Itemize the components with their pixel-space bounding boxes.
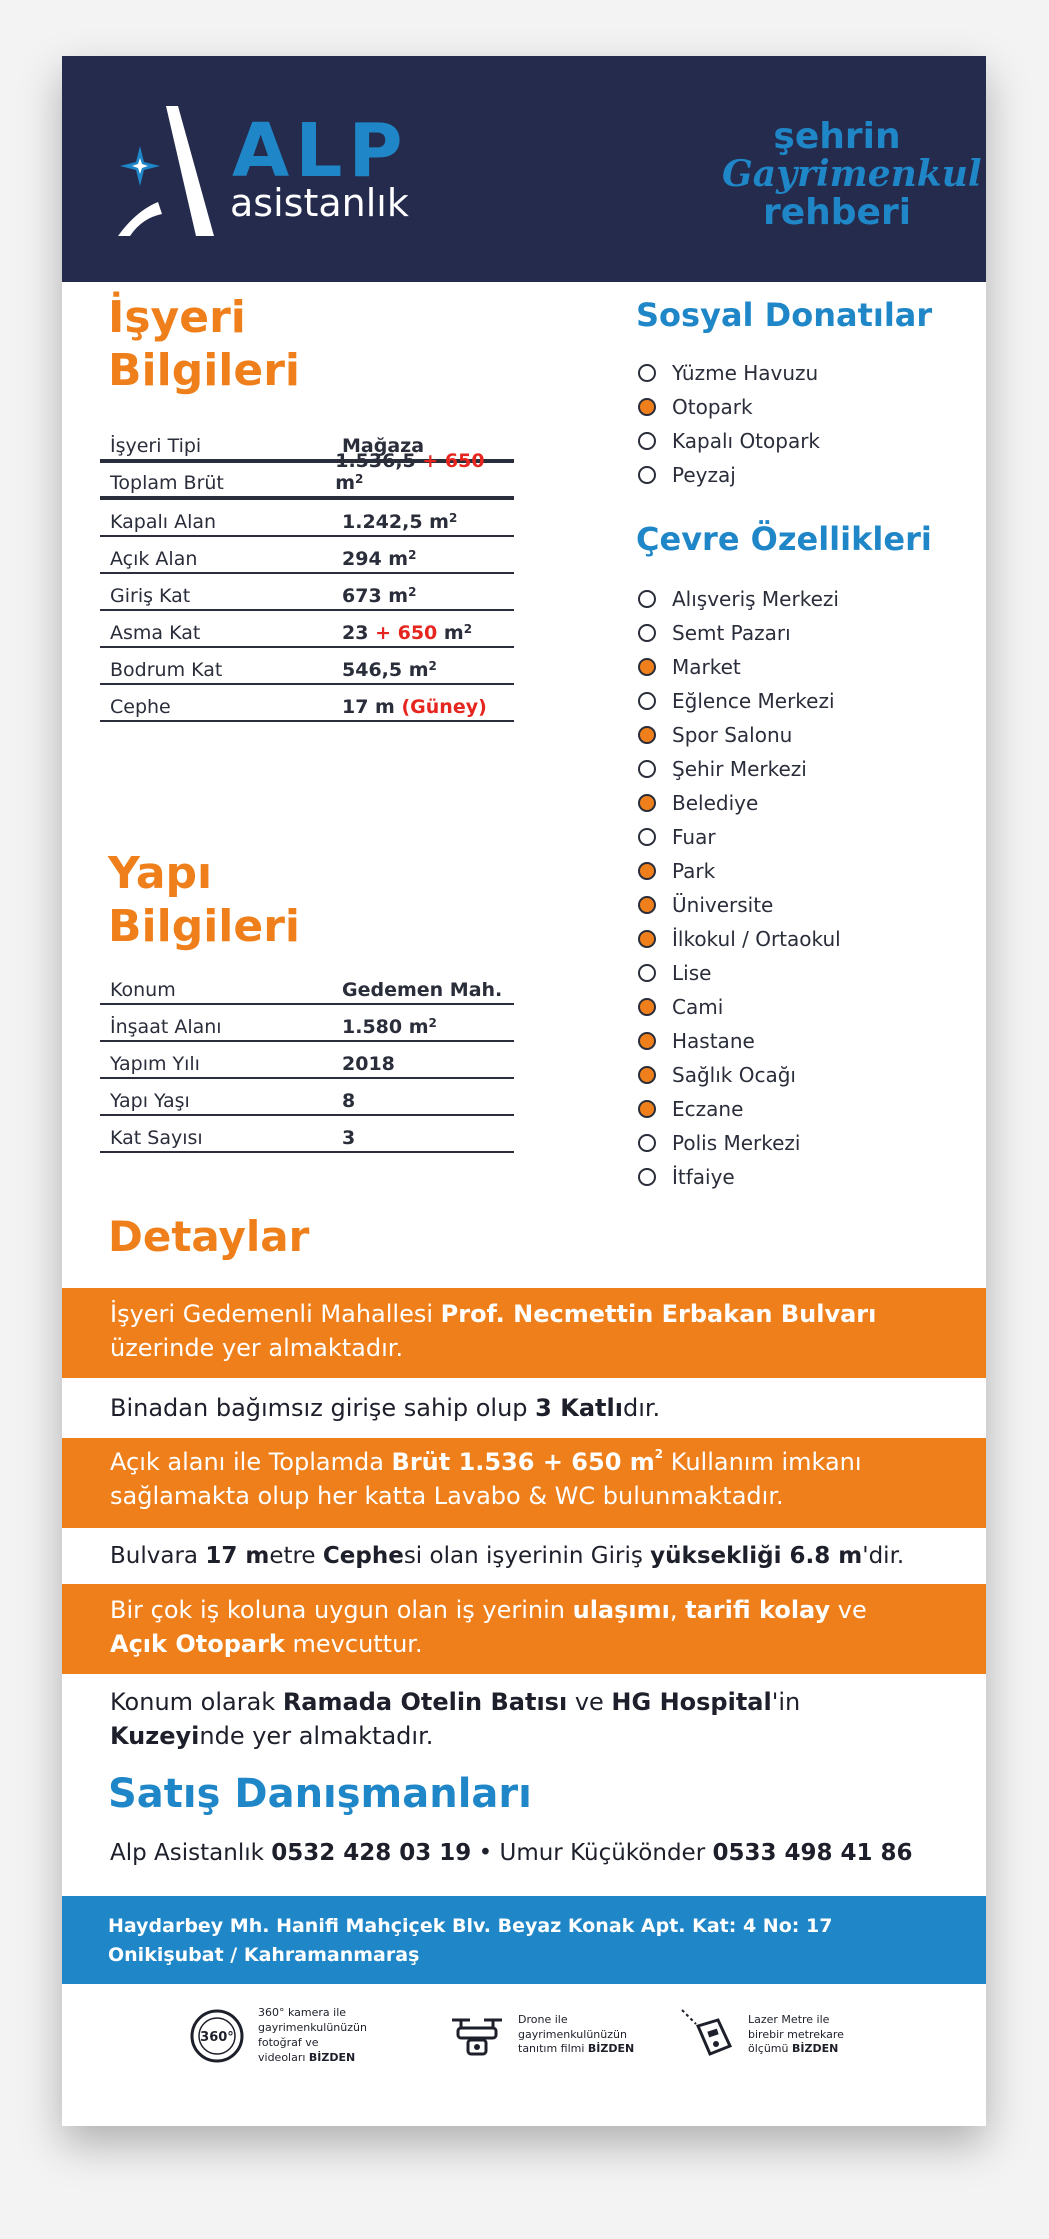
- laser-meter-icon: [678, 2006, 736, 2064]
- radio-circle-icon: [638, 692, 656, 710]
- cevre-item: [638, 1126, 841, 1160]
- camera-360-icon: [188, 2007, 246, 2065]
- yapi-key: Konum: [110, 979, 176, 1001]
- brand-subtitle: asistanlık: [230, 181, 409, 225]
- slogan-line3: rehberi: [762, 191, 912, 233]
- radio-circle-icon: [638, 1168, 656, 1186]
- contact-line: [110, 1840, 913, 1866]
- feature-360: [188, 2006, 388, 2065]
- yapi-row: [100, 968, 514, 1005]
- yapi-row: [100, 1079, 514, 1116]
- feature-laser-text: Lazer Metre ile birebir metrekare ölçümü BİZDEN: [748, 2012, 844, 2056]
- cevre-item-label: Park: [672, 859, 716, 883]
- isyeri-key: Bodrum Kat: [110, 659, 223, 681]
- isyeri-value: Mağaza: [342, 435, 425, 457]
- isyeri-value: 23 + 650 $m^2$: [342, 622, 473, 644]
- isyeri-key: Asma Kat: [110, 622, 201, 644]
- cevre-item-label: Market: [672, 655, 741, 679]
- yapi-table: [100, 968, 514, 1153]
- cevre-item: [638, 786, 841, 820]
- cevre-item-label: Semt Pazarı: [672, 621, 791, 645]
- radio-circle-icon: [638, 466, 656, 484]
- detaylar-title: Detaylar: [108, 1212, 310, 1261]
- feature-laser: [678, 2006, 878, 2064]
- cevre-item: [638, 684, 841, 718]
- radio-circle-icon: [638, 1100, 656, 1118]
- advisor-name: Alp Asistanlık: [110, 1840, 272, 1866]
- radio-circle-icon: [638, 590, 656, 608]
- isyeri-value: 673 $m^2$: [342, 585, 417, 607]
- sosyal-item: [638, 356, 820, 390]
- yapi-value: 1.580 $m^2$: [342, 1016, 437, 1038]
- cevre-item: [638, 1092, 841, 1126]
- cevre-item: [638, 582, 841, 616]
- isyeri-key: Kapalı Alan: [110, 511, 217, 533]
- cevre-item: [638, 752, 841, 786]
- cevre-list: [638, 582, 841, 1194]
- isyeri-row-kapali-alan: [100, 500, 514, 537]
- isyeri-key: Cephe: [110, 696, 171, 718]
- radio-circle-icon: [638, 1134, 656, 1152]
- phone-link[interactable]: 0532 428 03 19: [271, 1840, 472, 1866]
- isyeri-key: Giriş Kat: [110, 585, 191, 607]
- sosyal-title: Sosyal Donatılar: [636, 296, 933, 334]
- cevre-item-label: İlkokul / Ortaokul: [672, 927, 841, 951]
- alp-logo-icon: [106, 106, 214, 236]
- feature-drone-text: Drone ile gayrimenkulünüzün tanıtım filmi BİZDEN: [518, 2012, 635, 2056]
- radio-circle-icon: [638, 828, 656, 846]
- cevre-item-label: Polis Merkezi: [672, 1131, 801, 1155]
- radio-circle-icon: [638, 964, 656, 982]
- cevre-item-label: Fuar: [672, 825, 716, 849]
- yapi-key: İnşaat Alanı: [110, 1016, 222, 1038]
- yapi-value: 8: [342, 1090, 356, 1112]
- cevre-item-label: Şehir Merkezi: [672, 757, 807, 781]
- sosyal-item-label: Yüzme Havuzu: [672, 361, 819, 385]
- drone-icon: [448, 2006, 506, 2064]
- cevre-item-label: Spor Salonu: [672, 723, 793, 747]
- radio-circle-icon: [638, 398, 656, 416]
- yapi-key: Yapı Yaşı: [110, 1090, 190, 1112]
- cevre-item: [638, 820, 841, 854]
- brand-name: ALP: [232, 108, 409, 194]
- isyeri-row-giris-kat: [100, 574, 514, 611]
- slogan-line2: Gayrimenkul: [722, 152, 982, 195]
- address-line1: Haydarbey Mh. Hanifi Mahçiçek Blv. Beyaz Konak Apt. Kat: 4 No: 17: [108, 1915, 833, 1937]
- cevre-item-label: Sağlık Ocağı: [672, 1063, 796, 1087]
- isyeri-row-toplam-brut: [100, 450, 514, 500]
- isyeri-title-line2: Bilgileri: [108, 344, 300, 396]
- isyeri-row-bodrum-kat: [100, 648, 514, 685]
- radio-circle-icon: [638, 998, 656, 1016]
- detail-band-5: Bir çok iş koluna uygun olan iş yerinin ulaşımı, tarifi kolay ve Açık Otopark mevcuttur.: [62, 1584, 986, 1674]
- cevre-item: [638, 922, 841, 956]
- isyeri-value: 294 $m^2$: [342, 548, 417, 570]
- cevre-item-label: Üniversite: [672, 893, 774, 917]
- cevre-item-label: Cami: [672, 995, 724, 1019]
- yapi-value: 3: [342, 1127, 356, 1149]
- detail-band-4: Bulvara 17 metre Cephesi olan işyerinin Giriş yüksekliği 6.8 m'dir.: [62, 1528, 986, 1584]
- cevre-item: [638, 888, 841, 922]
- isyeri-row-asma-kat: [100, 611, 514, 648]
- cevre-item: [638, 650, 841, 684]
- svg-text:360°: 360°: [200, 2029, 234, 2045]
- feature-drone: [448, 2006, 648, 2064]
- yapi-value: 2018: [342, 1053, 395, 1075]
- sosyal-item-label: Kapalı Otopark: [672, 429, 821, 453]
- sosyal-item: [638, 390, 820, 424]
- header-banner: [62, 56, 986, 282]
- cevre-item: [638, 956, 841, 990]
- isyeri-value: 546,5 $m^2$: [342, 659, 437, 681]
- cevre-item: [638, 1058, 841, 1092]
- radio-circle-icon: [638, 1032, 656, 1050]
- yapi-row: [100, 1005, 514, 1042]
- yapi-key: Yapım Yılı: [110, 1053, 200, 1075]
- sosyal-list: [638, 356, 820, 492]
- yapi-key: Kat Sayısı: [110, 1127, 203, 1149]
- yapi-row: [100, 1116, 514, 1153]
- cevre-item: [638, 718, 841, 752]
- radio-circle-icon: [638, 862, 656, 880]
- detail-band-2: Binadan bağımsız girişe sahip olup 3 Katlıdır.: [62, 1378, 986, 1438]
- slogan-line1: şehrin: [773, 116, 901, 157]
- radio-circle-icon: [638, 364, 656, 382]
- isyeri-row-cephe: [100, 685, 514, 722]
- isyeri-key: İşyeri Tipi: [110, 435, 202, 457]
- cevre-item-label: Lise: [672, 961, 712, 985]
- isyeri-title-line1: İşyeri: [108, 292, 246, 343]
- isyeri-value: 17 m (Güney): [342, 696, 487, 718]
- detail-band-1: İşyeri Gedemenli Mahallesi Prof. Necmettin Erbakan Bulvarı üzerinde yer almaktadır.: [62, 1288, 986, 1378]
- isyeri-value: 1.242,5 $m^2$: [342, 511, 458, 533]
- sosyal-item: [638, 424, 820, 458]
- radio-circle-icon: [638, 1066, 656, 1084]
- radio-circle-icon: [638, 432, 656, 450]
- cevre-item-label: Eğlence Merkezi: [672, 689, 835, 713]
- cevre-item: [638, 990, 841, 1024]
- sosyal-item: [638, 458, 820, 492]
- listing-sheet: [62, 56, 986, 2126]
- advisor-name: • Umur Küçükönder: [471, 1840, 713, 1866]
- cevre-item-label: Belediye: [672, 791, 759, 815]
- address-line2: Onikişubat / Kahramanmaraş: [108, 1943, 420, 1966]
- radio-circle-icon: [638, 930, 656, 948]
- feature-360-text: 360° kamera ile gayrimenkulünüzün fotoğraf ve videoları BİZDEN: [258, 2006, 367, 2064]
- radio-circle-icon: [638, 726, 656, 744]
- phone-link[interactable]: 0533 498 41 86: [712, 1840, 913, 1866]
- cevre-item-label: İtfaiye: [672, 1165, 735, 1189]
- radio-circle-icon: [638, 794, 656, 812]
- sosyal-item-label: Otopark: [672, 395, 753, 419]
- isyeri-key: Açık Alan: [110, 548, 198, 570]
- detail-band-3: Açık alanı ile Toplamda Brüt 1.536 + 650 $m^2$ Kullanım imkanı sağlamakta olup her katta Lavabo & WC bulunmaktadır.: [62, 1438, 986, 1528]
- radio-circle-icon: [638, 624, 656, 642]
- cevre-item: [638, 1160, 841, 1194]
- yapi-row: [100, 1042, 514, 1079]
- isyeri-row-acik-alan: [100, 537, 514, 574]
- yapi-title: [108, 848, 300, 954]
- cevre-item-label: Hastane: [672, 1029, 755, 1053]
- cevre-item: [638, 616, 841, 650]
- cevre-title: Çevre Özellikleri: [636, 520, 932, 558]
- sosyal-item-label: Peyzaj: [672, 463, 736, 487]
- satis-title: Satış Danışmanları: [108, 1771, 532, 1817]
- slogan: [722, 116, 982, 233]
- yapi-value: Gedemen Mah.: [342, 979, 503, 1001]
- isyeri-value: 1.536,5 + 650 $m^2$: [335, 450, 485, 494]
- detail-band-6: Konum olarak Ramada Otelin Batısı ve HG Hospital'in Kuzeyinde yer almaktadır.: [62, 1676, 986, 1766]
- radio-circle-icon: [638, 760, 656, 778]
- isyeri-title: [108, 292, 300, 398]
- radio-circle-icon: [638, 896, 656, 914]
- isyeri-table: [100, 426, 514, 722]
- address-bar: [62, 1896, 986, 1984]
- cevre-item: [638, 854, 841, 888]
- cevre-item: [638, 1024, 841, 1058]
- yapi-title-line1: Yapı: [108, 848, 213, 899]
- isyeri-key: Toplam Brüt: [110, 472, 224, 494]
- radio-circle-icon: [638, 658, 656, 676]
- cevre-item-label: Alışveriş Merkezi: [672, 587, 839, 611]
- yapi-title-line2: Bilgileri: [108, 900, 300, 952]
- cevre-item-label: Eczane: [672, 1097, 744, 1121]
